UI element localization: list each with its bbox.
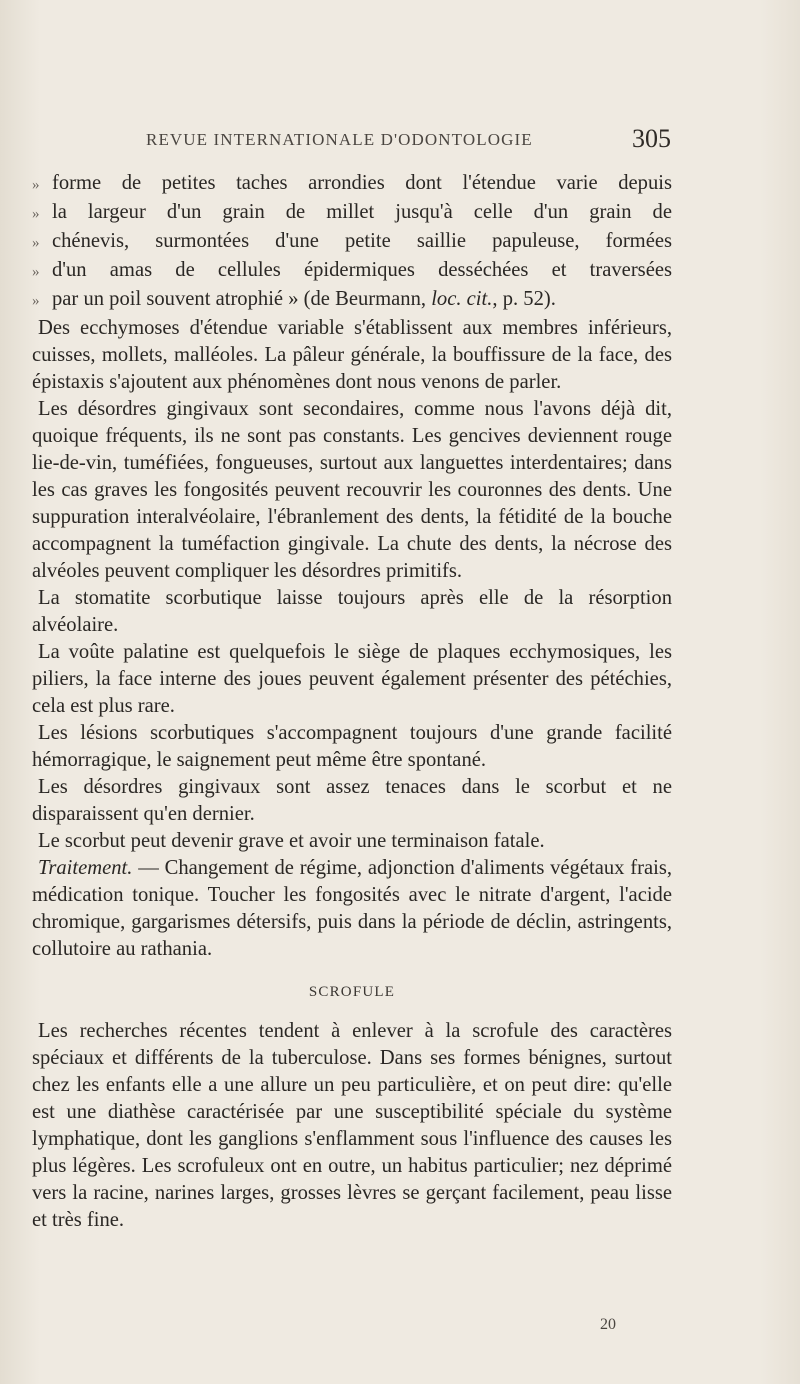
treatment-label: Traitement. bbox=[38, 857, 133, 879]
quote-line: » forme de petites taches arrondies dont l'étendue varie depuis bbox=[32, 172, 672, 194]
paragraph: Des ecchymoses d'étendue variable s'établissent aux membres inférieurs, cuisses, mollets, malléoles. La pâleur générale, la bouffissure de la face, des épistaxis s'ajoutent aux phénomènes dont nous venons de parler. bbox=[32, 317, 672, 393]
paragraph: Les recherches récentes tendent à enlever à la scrofule des caractères spéciaux et différents de la tuberculose. Dans ses formes bénignes, surtout chez les enfants elle a une allure un peu particulière, et on peut dire: qu'elle est une diathèse caractérisée par une susceptibilité spéciale du système lymphatique, dont les ganglions s'enflamment sous l'influence des causes les plus légères. Les scrofuleux ont en outre, un habitus particulier; nez déprimé vers la racine, narines larges, grosses lèvres se gerçant facilement, peau lisse et très fine. bbox=[32, 1020, 672, 1231]
paragraph: La voûte palatine est quelquefois le siège de plaques ecchymosiques, les piliers, la face interne des joues peuvent également présenter des pétéchies, cela est plus rare. bbox=[32, 641, 672, 717]
page-number: 305 bbox=[632, 124, 671, 153]
paragraph: Le scorbut peut devenir grave et avoir une terminaison fatale. bbox=[38, 830, 545, 852]
quote-line: » la largeur d'un grain de millet jusqu'à celle d'un grain de bbox=[32, 201, 672, 223]
paragraph: Les désordres gingivaux sont assez tenaces dans le scorbut et ne disparaissent qu'en dernier. bbox=[32, 776, 672, 825]
running-title: REVUE INTERNATIONALE D'ODONTOLOGIE bbox=[146, 130, 533, 149]
signature-mark: 20 bbox=[600, 1316, 616, 1333]
quote-line: » par un poil souvent atrophié » (de Beurmann, loc. cit., p. 52). bbox=[32, 288, 556, 310]
section-heading: SCROFULE bbox=[308, 984, 396, 1000]
paragraph: Les lésions scorbutiques s'accompagnent toujours d'une grande facilité hémorragique, le saignement peut même être spontané. bbox=[32, 722, 672, 771]
quote-block bbox=[32, 170, 672, 315]
body-text bbox=[32, 170, 672, 1234]
quote-line: » chénevis, surmontées d'une petite saillie papuleuse, formées bbox=[32, 230, 672, 252]
page-header bbox=[0, 124, 800, 160]
quote-line: » d'un amas de cellules épidermiques desséchées et traversées bbox=[32, 259, 672, 281]
paragraph: La stomatite scorbutique laisse toujours après elle de la résorption alvéolaire. bbox=[32, 587, 672, 636]
paragraph: Les désordres gingivaux sont secondaires, comme nous l'avons déjà dit, quoique fréquents, ils ne sont pas constants. Les gencives deviennent rouge lie-de-vin, tuméfiées, fongueuses, surtout aux languettes interdentaires; dans les cas graves les fongosités peuvent recouvrir les couronnes des dents. Une suppuration interalvéolaire, l'ébranlement des dents, la fétidité de la bouche accompagnent la tuméfaction gingivale. La chute des dents, la nécrose des alvéoles peuvent compliquer les désordres primitifs. bbox=[32, 398, 672, 582]
paragraph-treatment: Traitement. — Changement de régime, adjonction d'aliments végétaux frais, médication tonique. Toucher les fongosités avec le nitrate d'argent, l'acide chromique, gargarismes détersifs, puis dans la période de déclin, astringents, collutoire au rathania. bbox=[32, 857, 672, 960]
